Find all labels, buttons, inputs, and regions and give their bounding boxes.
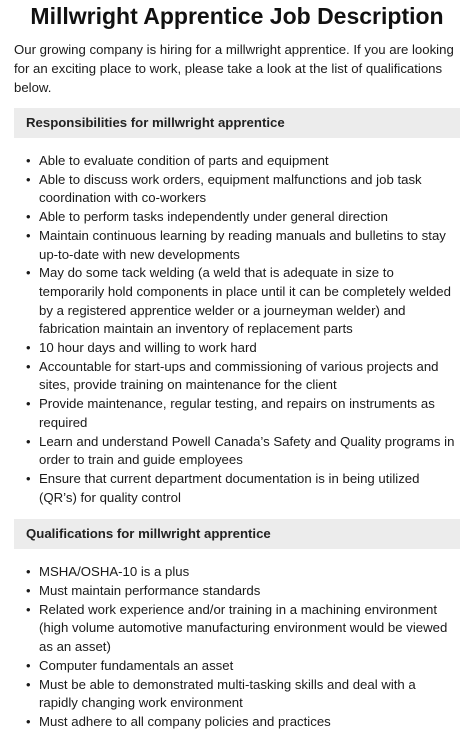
bullet-icon: • — [26, 470, 31, 486]
qualifications-heading: Qualifications for millwright apprentice — [14, 519, 460, 549]
intro-paragraph: Our growing company is hiring for a millwright apprentice. If you are looking for an exciting place to work, please take a look at the list of qualifications below. — [14, 42, 454, 95]
bullet-icon: • — [26, 583, 31, 599]
list-item-text: Able to discuss work orders, equipment malfunctions and job task coordination with co-workers — [39, 171, 422, 206]
bullet-icon: • — [26, 358, 31, 374]
list-item-text: Accountable for start-ups and commissioning of various projects and sites, provide training on maintenance for the client — [39, 358, 439, 393]
list-item — [26, 171, 460, 208]
list-item — [26, 601, 460, 657]
list-item — [26, 208, 460, 227]
page-title: Millwright Apprentice Job Description — [30, 3, 444, 29]
list-item-text: Must adhere to all company policies and practices — [39, 713, 331, 729]
bullet-icon: • — [26, 676, 31, 692]
list-item — [26, 227, 460, 264]
bullet-icon: • — [26, 153, 31, 168]
qualifications-list — [14, 563, 460, 731]
bullet-icon: • — [26, 171, 31, 187]
list-item-text: Computer fundamentals an asset — [39, 657, 234, 673]
list-item-text: 10 hour days and willing to work hard — [39, 340, 257, 356]
bullet-icon: • — [26, 227, 31, 243]
list-item — [26, 339, 460, 358]
bullet-icon: • — [26, 340, 31, 356]
list-item-text: Provide maintenance, regular testing, and repairs on instruments as required — [39, 396, 435, 430]
list-item-text: Must maintain performance standards — [39, 583, 261, 599]
responsibilities-list — [14, 152, 460, 507]
list-item — [26, 152, 460, 171]
bullet-icon: • — [26, 601, 31, 617]
list-item-text: Able to evaluate condition of parts and equipment — [39, 153, 329, 168]
bullet-icon: • — [26, 265, 31, 281]
bullet-icon: • — [26, 209, 31, 225]
list-item-text: Able to perform tasks independently under general direction — [39, 209, 388, 225]
list-item — [26, 433, 460, 470]
list-item — [26, 582, 460, 601]
list-item — [26, 470, 460, 507]
list-item-text: Related work experience and/or training in a machining environment (high volume automotive manufacturing environment would be viewed as an asset) — [39, 601, 448, 655]
list-item-text: May do some tack welding (a weld that is adequate in size to temporarily hold components in place until it can be completely welded by a registered apprentice welder or a journeyman welder) and fabrication maintain an inventory of replacement parts — [39, 265, 451, 337]
list-item — [26, 676, 460, 713]
list-item-text: Maintain continuous learning by reading manuals and bulletins to stay up-to-date with new developments — [39, 227, 446, 262]
list-item — [26, 395, 460, 432]
list-item — [26, 264, 460, 339]
list-item — [26, 713, 460, 732]
list-item — [26, 358, 460, 395]
responsibilities-heading: Responsibilities for millwright apprentice — [14, 108, 460, 138]
list-item-text: Ensure that current department documentation is in being utilized (QR’s) for quality control — [39, 470, 420, 505]
bullet-icon: • — [26, 564, 31, 580]
list-item-text: Must be able to demonstrated multi-tasking skills and deal with a rapidly changing work environment — [39, 676, 416, 711]
list-item-text: MSHA/OSHA-10 is a plus — [39, 564, 190, 580]
list-item — [26, 563, 460, 582]
bullet-icon: • — [26, 713, 31, 729]
bullet-icon: • — [26, 396, 31, 412]
list-item-text: Learn and understand Powell Canada’s Safety and Quality programs in order to train and guide employees — [39, 433, 455, 468]
bullet-icon: • — [26, 433, 31, 449]
bullet-icon: • — [26, 657, 31, 673]
